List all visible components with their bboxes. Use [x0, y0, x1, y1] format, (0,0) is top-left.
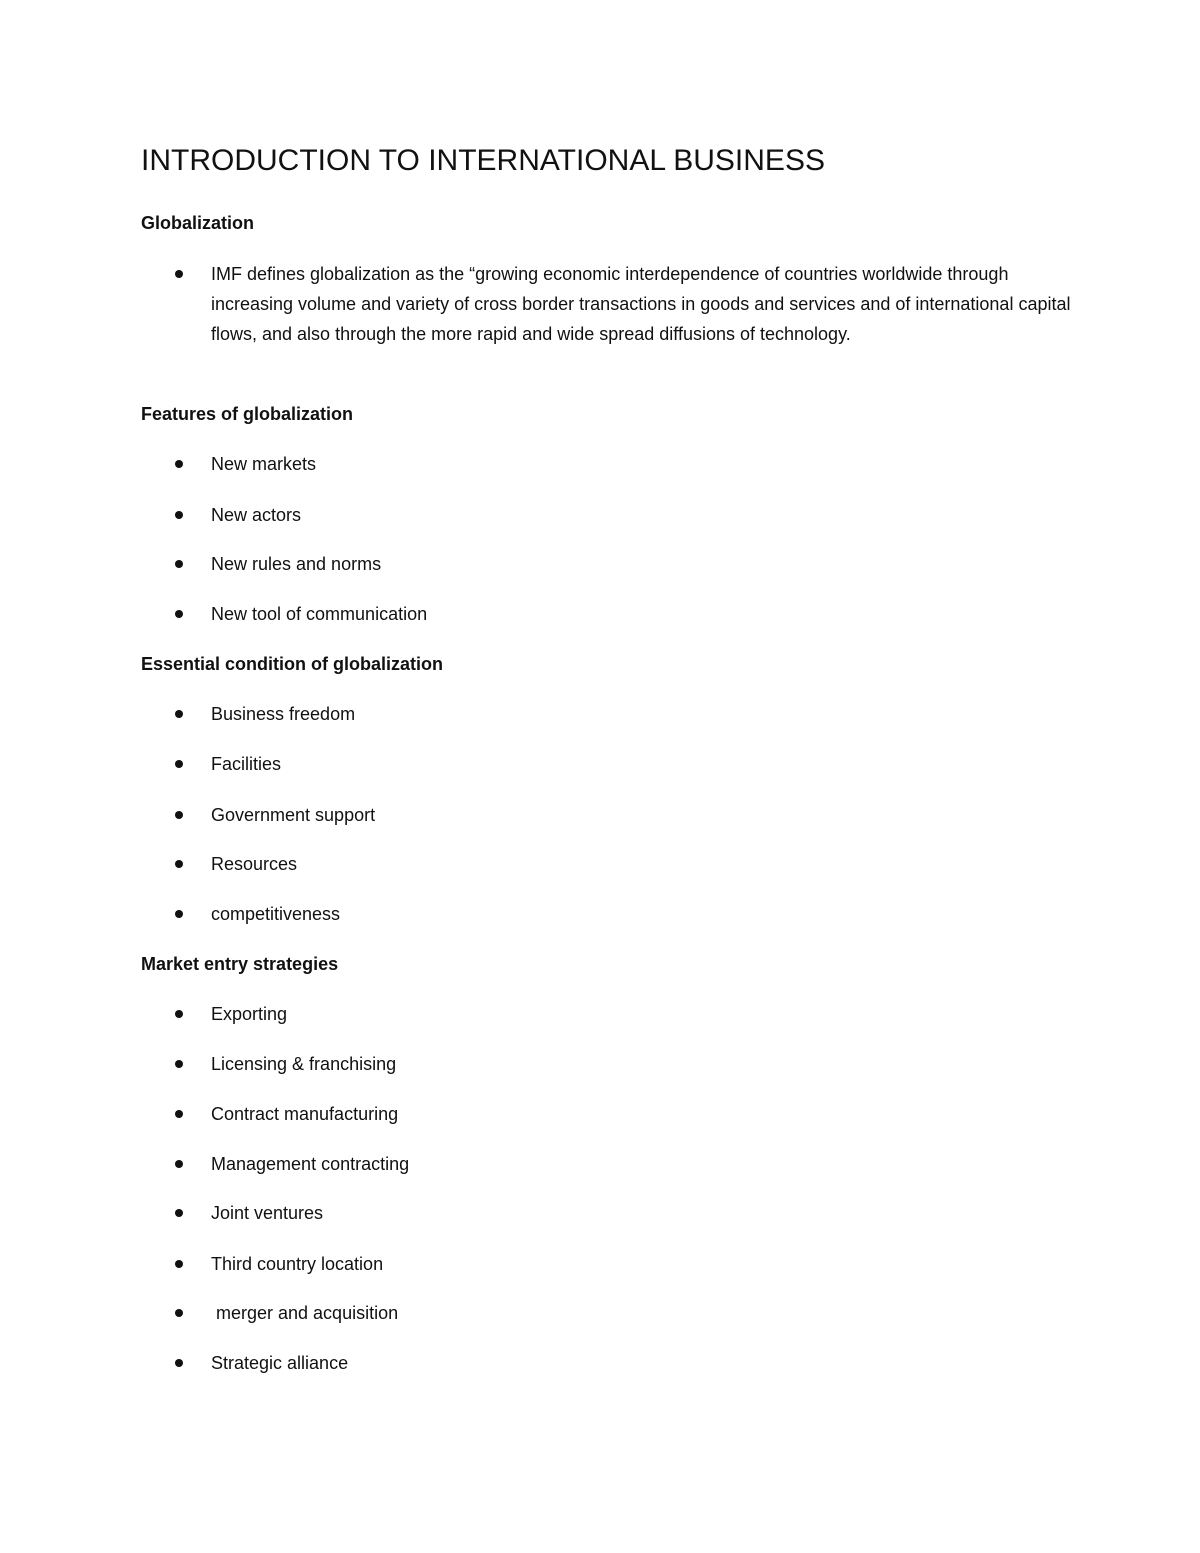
bullet-icon	[175, 1209, 183, 1217]
list-item: New rules and norms	[211, 554, 382, 574]
list-item: Contract manufacturing	[211, 1104, 399, 1124]
bullet-icon	[175, 1160, 183, 1168]
section-heading-features: Features of globalization	[141, 404, 354, 424]
bullet-icon	[175, 1110, 183, 1118]
bullet-icon	[175, 760, 183, 768]
list-item: Management contracting	[211, 1154, 410, 1174]
page-title: INTRODUCTION TO INTERNATIONAL BUSINESS	[141, 144, 825, 177]
bullet-icon	[175, 610, 183, 618]
list-item: Business freedom	[211, 704, 356, 724]
bullet-icon	[175, 560, 183, 568]
bullet-icon	[175, 511, 183, 519]
list-item: IMF defines globalization as the “growing economic interdependence of countries worldwide through increasing volume and variety of cross border transactions in goods and services and of international capital flows, and also through the more rapid and wide spread diffusions of technology.	[211, 264, 1071, 344]
bullet-icon	[175, 1010, 183, 1018]
section-heading-market-entry: Market entry strategies	[141, 954, 339, 974]
bullet-icon	[175, 1309, 183, 1317]
section-heading-globalization: Globalization	[141, 213, 255, 233]
bullet-icon	[175, 710, 183, 718]
list-item: New tool of communication	[211, 604, 428, 624]
bullet-icon	[175, 460, 183, 468]
list-item: Resources	[211, 854, 298, 874]
bullet-icon	[175, 910, 183, 918]
list-item: Strategic alliance	[211, 1353, 349, 1373]
bullet-icon	[175, 860, 183, 868]
section-heading-essential-condition: Essential condition of globalization	[141, 654, 444, 674]
list-item: Licensing & franchising	[211, 1054, 397, 1074]
bullet-icon	[175, 1359, 183, 1367]
bullet-icon	[175, 1260, 183, 1268]
list-item: competitiveness	[211, 904, 341, 924]
list-item: Third country location	[211, 1254, 384, 1274]
list-item: Facilities	[211, 754, 282, 774]
bullet-icon	[175, 1060, 183, 1068]
bullet-icon	[175, 811, 183, 819]
list-item: New actors	[211, 505, 302, 525]
list-item: merger and acquisition	[211, 1303, 399, 1323]
list-item: Joint ventures	[211, 1203, 324, 1223]
list-item: New markets	[211, 454, 317, 474]
list-item: Government support	[211, 805, 376, 825]
list-item: Exporting	[211, 1004, 288, 1024]
bullet-icon	[175, 270, 183, 278]
